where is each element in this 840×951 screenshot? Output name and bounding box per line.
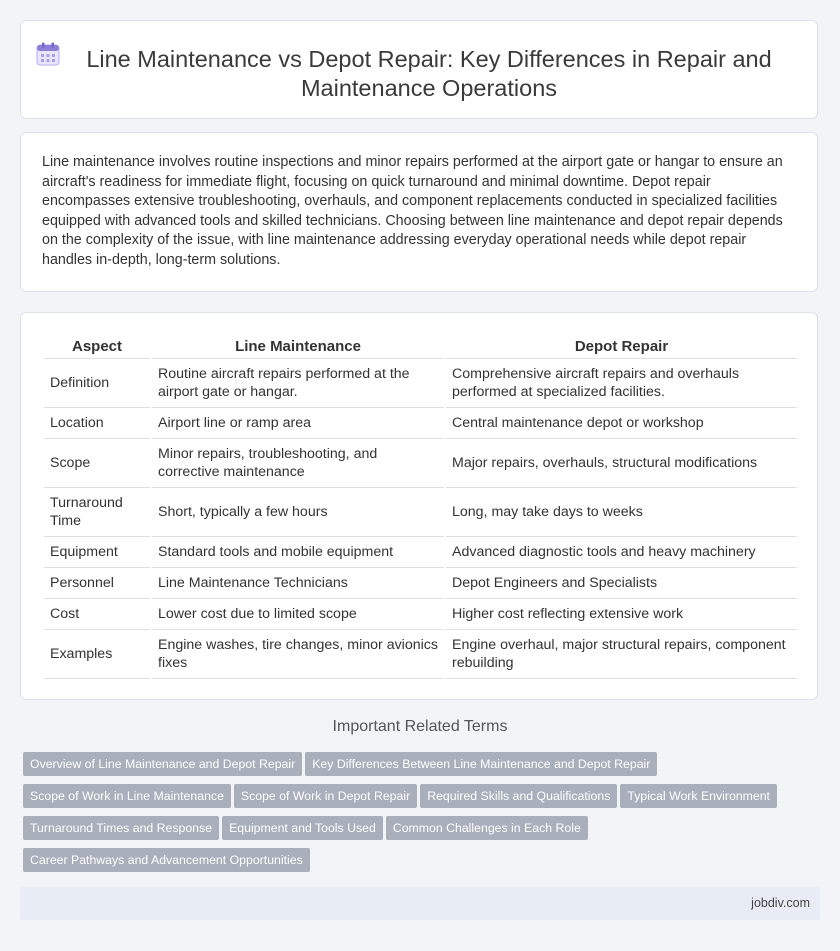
- row-line-value: Line Maintenance Technicians: [152, 568, 444, 599]
- row-aspect: Cost: [44, 599, 150, 630]
- row-aspect: Examples: [44, 630, 150, 679]
- intro-paragraph: Line maintenance involves routine inspections and minor repairs performed at the airport gate or hangar to ensure an aircraft's readiness for immediate flight, focusing on quick turnaround and minimal downtime. Depot repair encompasses extensive troubleshooting, overhauls, and component replacements conducted in specialized facilities equipped with advanced tools and skilled technicians. Choosing between line maintenance and depot repair depends on the complexity of the issue, with line maintenance addressing everyday operational needs while depot repair handles in-depth, long-term solutions.: [42, 154, 783, 268]
- row-line-value: Engine washes, tire changes, minor avionics fixes: [152, 630, 444, 679]
- row-depot-value: Central maintenance depot or workshop: [446, 408, 797, 439]
- table-header-row: [44, 333, 797, 359]
- table-row: [44, 359, 797, 408]
- related-term-tag[interactable]: Key Differences Between Line Maintenance and Depot Repair: [305, 752, 657, 776]
- row-depot-value: Long, may take days to weeks: [446, 488, 797, 537]
- row-aspect: Personnel: [44, 568, 150, 599]
- table-row: [44, 488, 797, 537]
- row-line-value: Lower cost due to limited scope: [152, 599, 444, 630]
- related-term-tag[interactable]: Required Skills and Qualifications: [420, 784, 617, 808]
- table-row: [44, 537, 797, 568]
- row-line-value: Routine aircraft repairs performed at the airport gate or hangar.: [152, 359, 444, 408]
- calendar-icon: [35, 41, 61, 67]
- related-term-tag[interactable]: Typical Work Environment: [620, 784, 777, 808]
- row-depot-value: Higher cost reflecting extensive work: [446, 599, 797, 630]
- table-row: [44, 439, 797, 488]
- related-term-tag[interactable]: Turnaround Times and Response: [23, 816, 219, 840]
- row-aspect: Location: [44, 408, 150, 439]
- row-depot-value: Major repairs, overhauls, structural modifications: [446, 439, 797, 488]
- row-line-value: Airport line or ramp area: [152, 408, 444, 439]
- related-term-tag[interactable]: Overview of Line Maintenance and Depot Repair: [23, 752, 302, 776]
- footer-bar: [20, 887, 820, 920]
- row-aspect: Turnaround Time: [44, 488, 150, 537]
- related-term-tag[interactable]: Scope of Work in Depot Repair: [234, 784, 417, 808]
- comparison-card: [20, 312, 818, 700]
- row-aspect: Equipment: [44, 537, 150, 568]
- comparison-table: [42, 333, 799, 679]
- table-row: [44, 630, 797, 679]
- header-line-maintenance: Line Maintenance: [152, 333, 444, 359]
- related-term-tag[interactable]: Career Pathways and Advancement Opportunities: [23, 848, 310, 872]
- row-depot-value: Depot Engineers and Specialists: [446, 568, 797, 599]
- header-card: [20, 20, 818, 119]
- related-term-tag[interactable]: Scope of Work in Line Maintenance: [23, 784, 231, 808]
- table-row: [44, 599, 797, 630]
- table-row: [44, 408, 797, 439]
- related-term-tag[interactable]: Common Challenges in Each Role: [386, 816, 588, 840]
- header-aspect: Aspect: [44, 333, 150, 359]
- row-line-value: Minor repairs, troubleshooting, and corrective maintenance: [152, 439, 444, 488]
- row-line-value: Short, typically a few hours: [152, 488, 444, 537]
- related-term-tag[interactable]: Equipment and Tools Used: [222, 816, 383, 840]
- header-depot-repair: Depot Repair: [446, 333, 797, 359]
- footer-site-link[interactable]: jobdiv.com: [751, 896, 810, 910]
- table-row: [44, 568, 797, 599]
- intro-card: [20, 132, 818, 292]
- row-line-value: Standard tools and mobile equipment: [152, 537, 444, 568]
- row-aspect: Scope: [44, 439, 150, 488]
- row-depot-value: Engine overhaul, major structural repairs, component rebuilding: [446, 630, 797, 679]
- related-terms-list: [23, 752, 803, 880]
- row-depot-value: Advanced diagnostic tools and heavy machinery: [446, 537, 797, 568]
- row-depot-value: Comprehensive aircraft repairs and overhauls performed at specialized facilities.: [446, 359, 797, 408]
- row-aspect: Definition: [44, 359, 150, 408]
- related-terms-heading: Important Related Terms: [332, 718, 508, 735]
- page-title: Line Maintenance vs Depot Repair: Key Differences in Repair and Maintenance Operations: [86, 46, 772, 101]
